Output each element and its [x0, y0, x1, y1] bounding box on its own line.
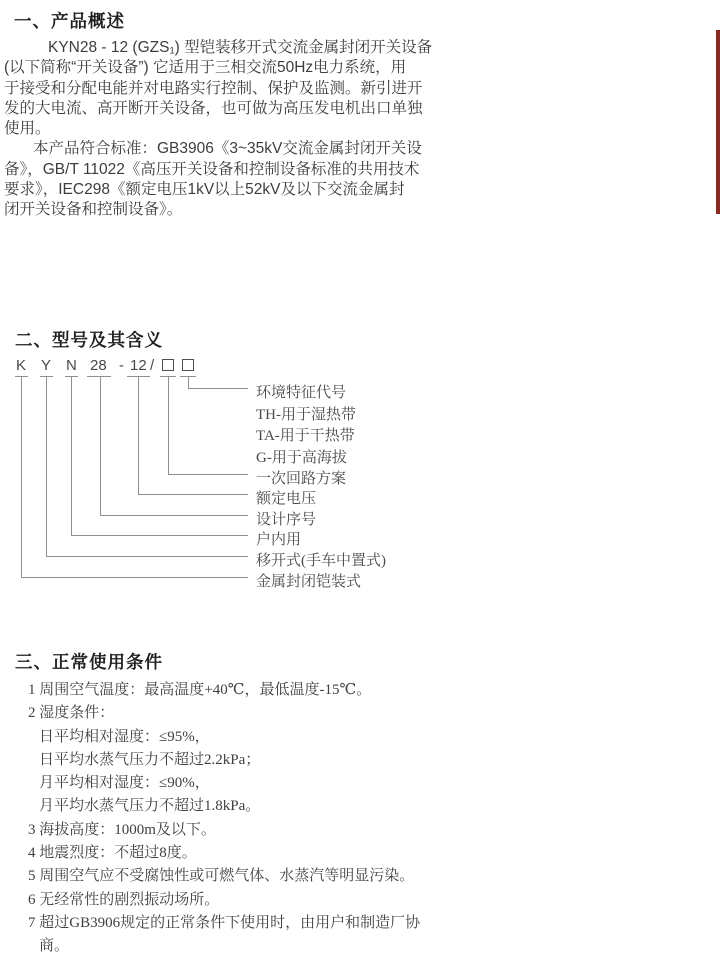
model-underline — [87, 376, 111, 377]
model-char-dash: - — [119, 357, 124, 374]
overview-line: 本产品符合标准：GB3906《3~35kV交流金属封闭开关设 — [33, 140, 422, 158]
connector-vertical — [168, 376, 169, 474]
connector-vertical — [46, 376, 47, 556]
condition-line: 商。 — [39, 938, 70, 955]
overview-line: 使用。 — [4, 120, 51, 138]
overview-line: 要求》，IEC298《额定电压1kV以上52kV及以下交流金属封 — [4, 181, 405, 199]
connector-horizontal — [138, 494, 248, 495]
connector-horizontal — [168, 474, 248, 475]
model-meaning-label: 一次回路方案 — [256, 471, 347, 487]
section-overview-heading: 一、产品概述 — [14, 11, 125, 31]
connector-vertical — [188, 376, 189, 388]
page-edge-red-mark — [716, 30, 720, 214]
model-underline — [40, 376, 53, 377]
model-meaning-label: 移开式(手车中置式) — [256, 553, 386, 569]
connector-vertical — [138, 376, 139, 494]
model-underline — [127, 376, 150, 377]
model-meaning-label: TH-用于湿热带 — [256, 407, 356, 423]
condition-line: 日平均相对湿度：≤95%， — [39, 728, 210, 745]
model-underline — [160, 376, 176, 377]
overview-line: 发的大电流、高开断开关设备，也可做为高压发电机出口单独 — [4, 99, 423, 117]
model-char-slash: / — [150, 357, 155, 374]
model-meaning-label: 环境特征代号 — [256, 385, 347, 401]
condition-line: 7 超过GB3906规定的正常条件下使用时，由用户和制造厂协 — [28, 914, 421, 931]
conditions-list — [0, 679, 480, 959]
connector-horizontal — [188, 388, 248, 389]
connector-horizontal — [21, 577, 248, 578]
model-placeholder-box-icon — [182, 359, 194, 371]
overview-line: 备》，GB/T 11022《高压开关设备和控制设备标准的共用技术 — [4, 160, 420, 178]
connector-vertical — [100, 376, 101, 515]
model-meaning-label: 设计序号 — [256, 512, 317, 528]
connector-horizontal — [71, 535, 248, 536]
model-char-k: K — [16, 357, 27, 374]
model-underline — [65, 376, 78, 377]
condition-line: 4 地震烈度：不超过8度。 — [28, 845, 197, 862]
condition-line: 日平均水蒸气压力不超过2.2kPa； — [39, 751, 261, 768]
overview-line: 于接受和分配电能并对电路实行控制、保护及监测。新引进开 — [4, 79, 423, 97]
model-meaning-label: G-用于高海拔 — [256, 450, 347, 466]
overview-paragraphs — [4, 38, 444, 221]
section-conditions-heading: 三、正常使用条件 — [15, 652, 163, 672]
model-meaning-label: 户内用 — [256, 532, 302, 548]
model-char-n: N — [66, 357, 77, 374]
condition-line: 1 周围空气温度：最高温度+40℃，最低温度-15℃。 — [28, 682, 372, 698]
condition-line: 月平均水蒸气压力不超过1.8kPa。 — [39, 798, 261, 815]
model-char-28: 28 — [90, 357, 107, 374]
model-meaning-label: TA-用于干热带 — [256, 428, 355, 444]
model-underline — [15, 376, 28, 377]
connector-horizontal — [100, 515, 248, 516]
model-placeholder-box-icon — [162, 359, 174, 371]
condition-line: 3 海拔高度：1000m及以下。 — [28, 821, 216, 838]
connector-vertical — [71, 376, 72, 535]
model-meaning-label: 金属封闭铠装式 — [256, 574, 362, 590]
overview-line: (以下简称“开关设备”) 它适用于三相交流50Hz电力系统，用 — [4, 59, 407, 77]
condition-line: 6 无经常性的剧烈振动场所。 — [28, 891, 220, 908]
model-char-y: Y — [41, 357, 52, 374]
condition-line: 5 周围空气应不受腐蚀性或可燃气体、水蒸汽等明显污染。 — [28, 868, 415, 885]
overview-line: 闭开关设备和控制设备》。 — [4, 201, 183, 219]
condition-line: 2 湿度条件： — [28, 705, 115, 722]
overview-line: KYN28 - 12 (GZS₁) 型铠装移开式交流金属封闭开关设备 — [48, 39, 433, 56]
model-underline — [180, 376, 196, 377]
section-model-heading: 二、型号及其含义 — [15, 330, 163, 350]
connector-vertical — [21, 376, 22, 577]
model-char-12: 12 — [130, 357, 147, 374]
condition-line: 月平均相对湿度：≤90%， — [39, 775, 210, 792]
model-meaning-label: 额定电压 — [256, 491, 317, 507]
connector-horizontal — [46, 556, 248, 557]
